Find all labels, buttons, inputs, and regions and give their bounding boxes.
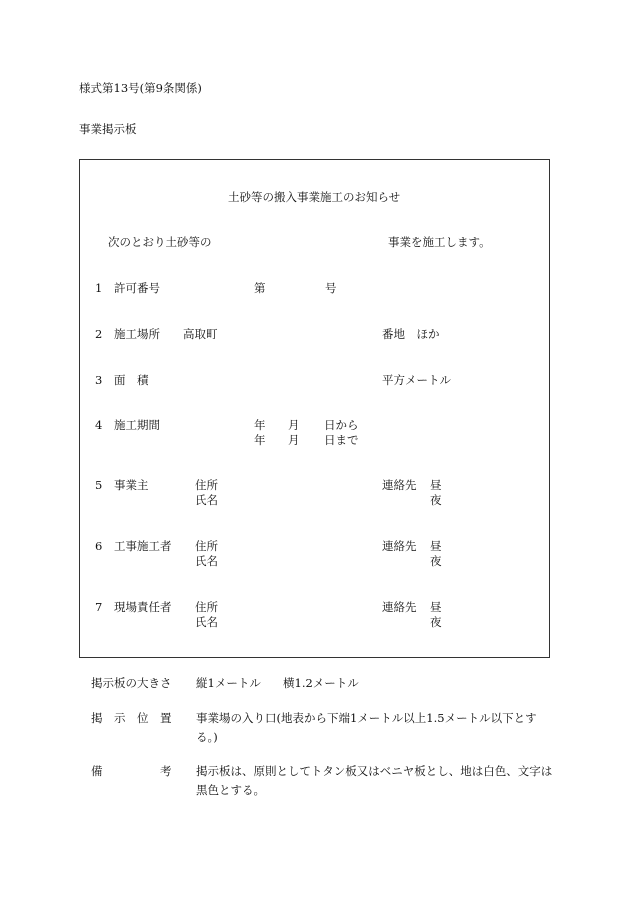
item-number: 2 (95, 327, 103, 341)
form-title: 事業掲示板 (79, 122, 137, 136)
manager-contact-night: 夜 (430, 615, 442, 629)
board-title: 土砂等の搬入事業施工のお知らせ (228, 190, 401, 204)
note-position-line-1: 事業場の入り口(地表から下端1メートル以上1.5メートル以下とす (196, 711, 537, 725)
manager-name-label: 氏名 (195, 615, 218, 629)
period-to-day: 日まで (324, 433, 359, 447)
note-position-label: 掲 示 位 置 (91, 711, 172, 725)
manager-contact-label: 連絡先 (382, 600, 417, 614)
site-town: 高取町 (183, 327, 218, 341)
period-from-year: 年 (254, 418, 266, 432)
item-number: 6 (95, 539, 103, 553)
owner-contact-night: 夜 (430, 493, 442, 507)
permit-prefix: 第 (254, 281, 266, 295)
permit-suffix: 号 (325, 281, 337, 295)
form-number: 様式第13号(第9条関係) (79, 81, 202, 95)
note-remarks-label-1: 備 (91, 764, 103, 778)
owner-contact-day: 昼 (430, 478, 442, 492)
manager-contact-day: 昼 (430, 600, 442, 614)
item-label-site-location: 施工場所 (114, 327, 160, 341)
item-label-permit-number: 許可番号 (114, 281, 160, 295)
period-from-month: 月 (288, 418, 300, 432)
note-position-line-2: る。) (196, 730, 218, 744)
owner-address-label: 住所 (195, 478, 218, 492)
notice-board-frame (79, 159, 550, 658)
item-label-period: 施工期間 (114, 418, 160, 432)
period-to-year: 年 (254, 433, 266, 447)
item-label-site-manager: 現場責任者 (114, 600, 172, 614)
contractor-name-label: 氏名 (195, 554, 218, 568)
note-size-label: 掲示板の大きさ (91, 676, 172, 690)
intro-left: 次のとおり土砂等の (108, 235, 212, 249)
item-number: 4 (95, 418, 103, 432)
contractor-contact-day: 昼 (430, 539, 442, 553)
site-address-tail: 番地 ほか (382, 327, 440, 341)
period-from-day: 日から (324, 418, 359, 432)
item-number: 1 (95, 281, 103, 295)
item-label-contractor: 工事施工者 (114, 539, 172, 553)
item-number: 5 (95, 478, 103, 492)
item-number: 3 (95, 373, 103, 387)
item-label-business-owner: 事業主 (114, 478, 149, 492)
period-to-month: 月 (288, 433, 300, 447)
owner-name-label: 氏名 (195, 493, 218, 507)
manager-address-label: 住所 (195, 600, 218, 614)
note-size-width: 横1.2メートル (283, 676, 359, 690)
contractor-contact-night: 夜 (430, 554, 442, 568)
item-label-area: 面 積 (114, 373, 149, 387)
note-size-height: 縦1メートル (196, 676, 261, 690)
contractor-contact-label: 連絡先 (382, 539, 417, 553)
contractor-address-label: 住所 (195, 539, 218, 553)
item-number: 7 (95, 600, 103, 614)
intro-right: 事業を施工します。 (388, 235, 491, 249)
note-remarks-label-2: 考 (160, 764, 172, 778)
area-unit: 平方メートル (382, 373, 451, 387)
note-remarks-line-1: 掲示板は、原則としてトタン板又はベニヤ板とし、地は白色、文字は (196, 764, 553, 778)
note-remarks-line-2: 黒色とする。 (196, 783, 265, 797)
owner-contact-label: 連絡先 (382, 478, 417, 492)
